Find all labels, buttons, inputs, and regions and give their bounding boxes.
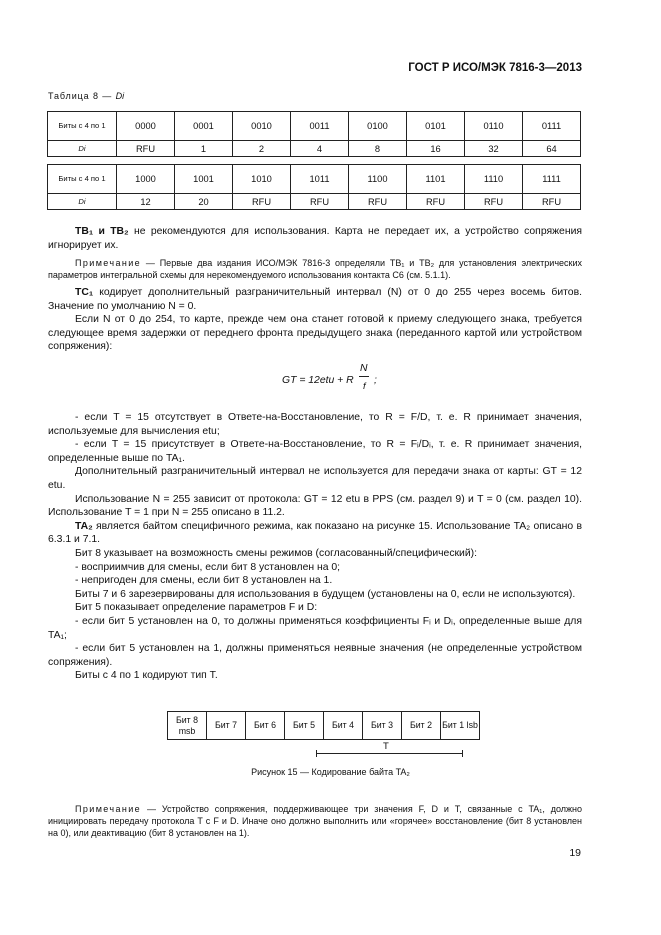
value-cell: 16	[407, 141, 465, 157]
value-cell: 2	[233, 141, 291, 157]
bracket-line	[317, 753, 462, 754]
code-cell: 1101	[407, 165, 465, 194]
value-cell: RFU	[465, 194, 523, 210]
paragraph-text: является байтом специфичного режима, как показано на рисунке 15. Использование TA₂ описано в 6.3.1 и 7.1.	[48, 520, 582, 546]
note-paragraph	[48, 257, 582, 281]
code-cell: 0111	[523, 112, 581, 141]
figure15-t-label: T	[383, 741, 389, 752]
note-label: Примечание	[75, 804, 142, 814]
bit-cell: Бит 5	[285, 712, 324, 740]
value-cell: 8	[349, 141, 407, 157]
paragraph-t15-absent: - если T = 15 отсутствует в Ответе-на-Восстановление, то R = F/D, т. е. R принимает значения, используемые для вычисления etu;	[48, 412, 582, 437]
term-tb: TB₁ и TB₂	[75, 226, 129, 237]
paragraph-text: не рекомендуются для использования. Карта не передает их, а устройство сопряжения игнорирует их.	[48, 226, 583, 251]
value-cell: RFU	[117, 141, 175, 157]
paragraph-n255: Использование N = 255 зависит от протокола: GT = 12 etu в PPS (см. раздел 9) и T = 0 (см. раздел 10). Использование T = 1 при N = 255 описано в 11.2.	[48, 493, 582, 519]
figure15-t-bracket	[316, 750, 463, 757]
code-cell: 1010	[233, 165, 291, 194]
paragraph-gt-card: Дополнительный разграничительный интервал не используется для передачи знака от карты: GT = 12 etu.	[48, 466, 582, 491]
paragraph-bit8-0: - восприимчив для смены, если бит 8 установлен на 0;	[75, 561, 341, 573]
bit-cell: Бит 7	[207, 712, 246, 740]
paragraph-bit76: Биты 7 и 6 зарезервированы для использования в будущем (установлены на 0, если не используются).	[75, 588, 576, 600]
value-cell: 12	[117, 194, 175, 210]
section-tc1	[48, 286, 582, 354]
row-header: Биты с 4 по 1	[48, 112, 117, 141]
formula-denominator: f	[363, 381, 366, 392]
paragraph-bit5-1: - если бит 5 установлен на 1, должны применяться неявные значения (не определенные устройством сопряжения).	[48, 643, 582, 668]
paragraph-tc1	[48, 286, 582, 313]
paragraph-bit5: Бит 5 показывает определение параметров F и D:	[75, 602, 318, 614]
value-cell: 4	[291, 141, 349, 157]
bit-cell: Бит 6	[246, 712, 285, 740]
code-cell: 1001	[175, 165, 233, 194]
code-cell: 0001	[175, 112, 233, 141]
table-caption	[48, 91, 124, 101]
note-1	[48, 257, 582, 281]
note-2	[48, 803, 582, 839]
note-text: — Первые два издания ИСО/МЭК 7816-3 определяли TB₁ и TB₂ для установления электрических параметров интегральной схемы для нерекомендуемого использования контакта С6 (см. 5.1.1).	[48, 258, 582, 280]
paragraph-t15-present: - если T = 15 присутствует в Ответе-на-Восстановление, то R = Fᵢ/Dᵢ, т. е. R принимает значения, определенные выше по TA₁.	[48, 439, 582, 464]
value-cell: RFU	[523, 194, 581, 210]
value-cell: RFU	[407, 194, 465, 210]
figure15-bit-table	[167, 711, 480, 740]
code-cell: 1111	[523, 165, 581, 194]
code-cell: 0011	[291, 112, 349, 141]
value-cell: RFU	[349, 194, 407, 210]
value-cell: RFU	[233, 194, 291, 210]
paragraph-bit5-0: - если бит 5 установлен на 0, то должны применяться коэффициенты Fᵢ и Dᵢ, определенные выше для TA₁;	[48, 615, 582, 641]
bit-cell: Бит 8 msb	[168, 712, 207, 740]
var-label: Di	[48, 141, 117, 157]
note-text: — Устройство сопряжения, поддерживающее три значения F, D и T, связанные с TA₁, должно инициировать передачу протокола T с F и D. Иначе оно должно выполнить или «горячее» восстановление (бит 8 установлен на 0), или деактивацию (бит 8 установлен на 1).	[48, 804, 582, 838]
formula-gt	[282, 363, 377, 392]
paragraph-bit8: Бит 8 указывает на возможность смены режимов (согласованный/специфический):	[75, 547, 478, 559]
code-cell: 1100	[349, 165, 407, 194]
bit-cell: Бит 2	[402, 712, 441, 740]
code-cell: 0010	[233, 112, 291, 141]
note-paragraph	[48, 803, 582, 839]
table-di-block1	[47, 111, 581, 157]
code-cell: 1011	[291, 165, 349, 194]
table-caption-var: Di	[115, 91, 125, 101]
value-cell: 32	[465, 141, 523, 157]
var-label: Di	[48, 194, 117, 210]
table-caption-label: Таблица 8 —	[48, 91, 116, 101]
bit-cell: Бит 3	[363, 712, 402, 740]
table-di-block2	[47, 164, 581, 210]
paragraph-tb	[48, 225, 582, 252]
page-number: 19	[569, 847, 581, 859]
value-cell: 20	[175, 194, 233, 210]
formula-main: GT = 12etu + R	[282, 375, 354, 386]
paragraph-bits41: Биты с 4 по 1 кодируют тип Т.	[75, 670, 218, 682]
row-header: Биты с 4 по 1	[48, 165, 117, 194]
code-cell: 0000	[117, 112, 175, 141]
page-header: ГОСТ Р ИСО/МЭК 7816-3—2013	[408, 62, 582, 74]
term-tc1: TC₁	[75, 287, 94, 298]
paragraph-ta2	[48, 520, 582, 547]
code-cell: 0110	[465, 112, 523, 141]
value-cell: RFU	[291, 194, 349, 210]
formula-fraction-bar	[359, 376, 369, 377]
code-cell: 0101	[407, 112, 465, 141]
paragraph-text: кодирует дополнительный разграничительный интервал (N) от 0 до 255 через восемь битов. Значение по умолчанию N = 0.	[48, 287, 582, 312]
paragraph-n: Если N от 0 до 254, то карте, прежде чем она станет готовой к приему следующего знака, требуется следующее время задержки от переднего фронта предыдущего знака (переданного картой или устройством сопряжения):	[48, 314, 582, 353]
code-cell: 0100	[349, 112, 407, 141]
bit-cell: Бит 1 lsb	[441, 712, 480, 740]
code-cell: 1000	[117, 165, 175, 194]
value-cell: 1	[175, 141, 233, 157]
figure15-caption: Рисунок 15 — Кодирование байта TA₂	[251, 767, 410, 777]
bit-cell: Бит 4	[324, 712, 363, 740]
section-main	[48, 411, 582, 683]
formula-end: ;	[374, 375, 377, 386]
term-ta2: TA₂	[75, 520, 93, 532]
section-tb	[48, 225, 582, 252]
value-cell: 64	[523, 141, 581, 157]
paragraph-bit8-1: - непригоден для смены, если бит 8 установлен на 1.	[75, 575, 333, 587]
code-cell: 1110	[465, 165, 523, 194]
formula-numerator: N	[360, 363, 368, 374]
note-label: Примечание	[75, 258, 142, 268]
